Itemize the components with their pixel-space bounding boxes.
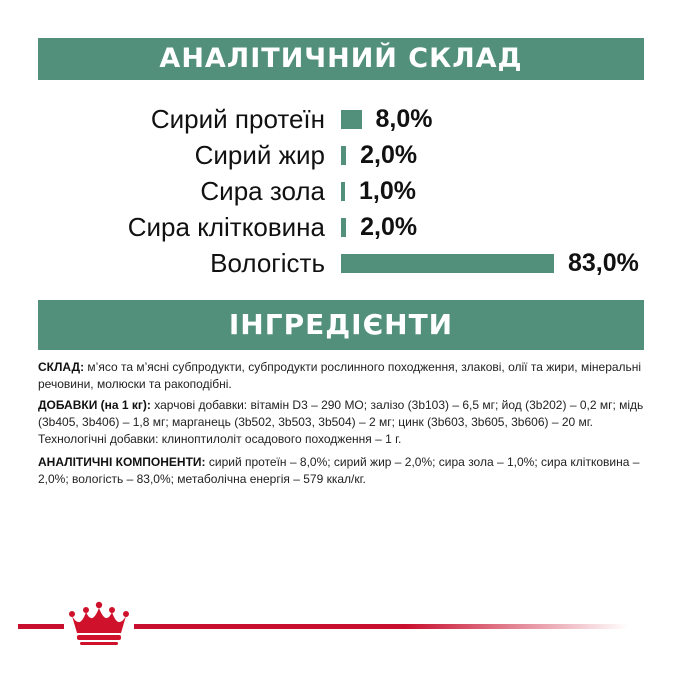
value-label: 8,0% bbox=[375, 105, 433, 133]
chart-row bbox=[0, 246, 682, 280]
category-label: Вологість bbox=[210, 248, 325, 278]
brand-line-right bbox=[134, 624, 628, 629]
analytical-composition-header: АНАЛІТИЧНИЙ СКЛАД bbox=[38, 38, 644, 80]
data-bar bbox=[341, 146, 346, 165]
value-label: 1,0% bbox=[359, 177, 416, 205]
chart-row bbox=[0, 174, 682, 208]
ingredients-additives bbox=[38, 397, 644, 448]
data-bar bbox=[341, 254, 554, 273]
chart-row bbox=[0, 138, 682, 172]
value-label: 2,0% bbox=[360, 141, 418, 169]
brand-footer bbox=[0, 590, 682, 660]
category-label: Сира клітковина bbox=[127, 212, 325, 242]
category-label: Сирий протеїн bbox=[150, 104, 325, 134]
composition-text: м’ясо та м’ясні субпродукти, субпродукти рослинного походження, злакові, олії та жири, мінеральні речовини, молюски та ракоподібні. bbox=[38, 360, 642, 391]
crown-icon bbox=[69, 602, 129, 645]
analytical-components-text: сирий протеїн – 8,0%; сирий жир – 2,0%; сира зола – 1,0%; сира клітковина – 2,0%; вологість – 83,0%; метаболічна енергія – 579 ккал/кг. bbox=[38, 455, 640, 486]
data-bar bbox=[341, 110, 362, 129]
composition-label: СКЛАД: bbox=[38, 360, 85, 374]
ingredients-composition bbox=[38, 359, 644, 393]
category-label: Сира зола bbox=[200, 176, 325, 206]
additives-text: харчові добавки: вітамін D3 – 290 МО; залізо (3b103) – 6,5 мг; йод (3b202) – 0,2 мг; мідь (3b405, 3b406) – 1,8 мг; марганець (3b502, 3b503, 3b504) – 2 мг; цинк (3b603, 3b605, 3b606) – 20 мг. Технологічні добавки: клиноптилоліт осадового походження – 1 г. bbox=[38, 398, 644, 446]
value-label: 83,0% bbox=[568, 249, 639, 277]
value-label: 2,0% bbox=[360, 213, 418, 241]
analytical-components-label: АНАЛІТИЧНІ КОМПОНЕНТИ: bbox=[38, 455, 206, 469]
brand-line-left bbox=[18, 624, 64, 629]
ingredients-header: ІНГРЕДІЄНТИ bbox=[38, 300, 644, 350]
ingredients-analytical-components bbox=[38, 454, 644, 488]
chart-row bbox=[0, 210, 682, 244]
additives-label: ДОБАВКИ (на 1 кг): bbox=[38, 398, 151, 412]
data-bar bbox=[341, 218, 346, 237]
category-label: Сирий жир bbox=[194, 140, 325, 170]
data-bar bbox=[341, 182, 345, 201]
chart-row bbox=[0, 102, 682, 136]
